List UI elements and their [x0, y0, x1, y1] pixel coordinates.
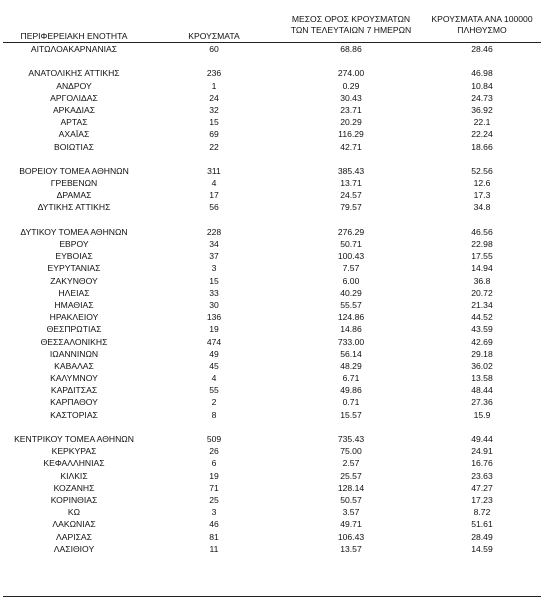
- table-row: [0, 457, 547, 469]
- cell-7day-average: 100.43: [337, 251, 365, 262]
- header-per-100000-line1: ΚΡΟΥΣΜΑΤΑ ΑΝΑ 100000: [431, 14, 533, 24]
- cell-7day-average: 56.14: [340, 348, 362, 359]
- cell-cases: 4: [211, 178, 217, 189]
- cell-per-100000: 47.27: [471, 482, 493, 493]
- cell-7day-average: 23.71: [340, 104, 362, 115]
- cell-region: ΚΕΡΚΥΡΑΣ: [51, 446, 97, 457]
- cell-7day-average: 50.57: [340, 494, 362, 505]
- cell-cases: 136: [206, 312, 222, 323]
- table-row: [0, 116, 547, 128]
- table-row: [0, 396, 547, 408]
- table-row: [0, 482, 547, 494]
- cell-cases: 11: [209, 543, 219, 554]
- cell-per-100000: 24.91: [471, 446, 493, 457]
- cell-region: ΙΩΑΝΝΙΝΩΝ: [49, 348, 99, 359]
- cell-7day-average: 13.57: [340, 543, 362, 554]
- table-spacer-row: [0, 153, 547, 165]
- table-row: [0, 226, 547, 238]
- cell-cases: 30: [209, 299, 219, 310]
- cell-per-100000: 46.56: [471, 226, 493, 237]
- cell-cases: 3: [211, 507, 217, 518]
- table-row: [0, 384, 547, 396]
- cell-region: ΚΑΡΔΙΤΣΑΣ: [50, 385, 98, 396]
- table-row: [0, 238, 547, 250]
- cell-per-100000: 28.49: [471, 531, 493, 542]
- cell-region: ΚΟΖΑΝΗΣ: [53, 482, 95, 493]
- cell-cases: 17: [209, 190, 219, 201]
- cell-region: ΒΟΡΕΙΟΥ ΤΟΜΕΑ ΑΘΗΝΩΝ: [19, 165, 129, 176]
- cell-region: ΔΥΤΙΚΗΣ ΑΤΤΙΚΗΣ: [37, 202, 111, 213]
- cell-7day-average: 276.29: [337, 226, 365, 237]
- cell-per-100000: 22.24: [471, 129, 493, 140]
- cell-7day-average: 49.86: [340, 385, 362, 396]
- cell-7day-average: 274.00: [337, 68, 365, 79]
- table-row: [0, 92, 547, 104]
- cell-cases: 56: [209, 202, 219, 213]
- cell-region: ΑΡΚΑΔΙΑΣ: [52, 104, 96, 115]
- cell-region: ΛΑΣΙΘΙΟΥ: [53, 543, 95, 554]
- cell-cases: 474: [206, 336, 222, 347]
- cell-per-100000: 14.59: [471, 543, 493, 554]
- cell-cases: 25: [209, 494, 219, 505]
- cell-cases: 49: [209, 348, 219, 359]
- cell-region: ΑΡΓΟΛΙΔΑΣ: [50, 92, 98, 103]
- table-row: [0, 287, 547, 299]
- cell-7day-average: 48.29: [340, 360, 362, 371]
- cell-7day-average: 15.57: [340, 409, 362, 420]
- cell-per-100000: 22.98: [471, 239, 493, 249]
- cell-cases: 8: [211, 409, 217, 420]
- cell-7day-average: 7.57: [342, 263, 360, 274]
- cell-per-100000: 10.84: [471, 80, 493, 91]
- cell-region: ΚΑΣΤΟΡΙΑΣ: [50, 409, 98, 420]
- cell-region: ΘΕΣΣΑΛΟΝΙΚΗΣ: [40, 336, 108, 347]
- cell-cases: 81: [209, 531, 219, 542]
- cell-7day-average: 3.57: [342, 507, 360, 518]
- cell-per-100000: 44.52: [471, 312, 493, 323]
- cell-region: ΛΑΚΩΝΙΑΣ: [52, 519, 96, 530]
- table-row: [0, 262, 547, 274]
- table-row: [0, 360, 547, 372]
- cell-per-100000: 48.44: [471, 385, 493, 396]
- cell-7day-average: 68.86: [340, 44, 362, 54]
- table-body: [0, 43, 547, 555]
- cell-per-100000: 14.94: [471, 263, 493, 274]
- cell-per-100000: 21.34: [471, 299, 493, 310]
- header-7day-average: [278, 14, 424, 36]
- cell-cases: 15: [209, 275, 219, 286]
- table-row: [0, 80, 547, 92]
- table-row: [0, 141, 547, 153]
- cell-cases: 71: [209, 482, 219, 493]
- table-row: [0, 494, 547, 506]
- cell-7day-average: 25.57: [340, 470, 362, 481]
- cell-region: ΗΡΑΚΛΕΙΟΥ: [49, 312, 99, 323]
- table-row: [0, 543, 547, 555]
- cell-cases: 32: [209, 104, 219, 115]
- cell-region: ΗΛΕΙΑΣ: [58, 287, 90, 298]
- table-row: [0, 250, 547, 262]
- cell-7day-average: 50.71: [340, 239, 362, 249]
- table-row: [0, 43, 547, 55]
- cell-7day-average: 24.57: [340, 190, 362, 201]
- cell-region: ΖΑΚΥΝΘΟΥ: [50, 275, 98, 286]
- cell-per-100000: 13.58: [471, 373, 493, 384]
- cell-per-100000: 18.66: [471, 141, 493, 152]
- cell-cases: 60: [209, 44, 219, 54]
- cell-7day-average: 20.29: [340, 117, 362, 128]
- cell-region: ΚΩ: [67, 507, 81, 518]
- bottom-rule: [3, 596, 541, 597]
- cell-cases: 19: [209, 470, 219, 481]
- cell-per-100000: 29.18: [471, 348, 493, 359]
- header-7day-average-line2: ΤΩΝ ΤΕΛΕΥΤΑΙΩΝ 7 ΗΜΕΡΩΝ: [290, 25, 412, 35]
- cell-per-100000: 22.1: [473, 117, 491, 128]
- cell-cases: 236: [206, 68, 222, 79]
- cell-per-100000: 20.72: [471, 287, 493, 298]
- cell-region: ΚΑΒΑΛΑΣ: [54, 360, 94, 371]
- cell-per-100000: 51.61: [471, 519, 493, 530]
- cell-cases: 1: [211, 80, 217, 91]
- cell-7day-average: 128.14: [337, 482, 365, 493]
- cell-region: ΓΡΕΒΕΝΩΝ: [50, 178, 98, 189]
- table-row: [0, 299, 547, 311]
- cell-7day-average: 30.43: [340, 92, 362, 103]
- table-row: [0, 348, 547, 360]
- table-row: [0, 372, 547, 384]
- table-row: [0, 311, 547, 323]
- table-row: [0, 506, 547, 518]
- header-per-100000: [418, 14, 546, 36]
- cell-cases: 2: [211, 397, 217, 408]
- cell-region: ΕΒΡΟΥ: [59, 239, 89, 249]
- cell-7day-average: 735.43: [337, 434, 365, 444]
- cell-cases: 22: [209, 141, 219, 152]
- cell-region: ΒΟΙΩΤΙΑΣ: [54, 141, 94, 152]
- cell-cases: 26: [209, 446, 219, 457]
- table-spacer-row: [0, 55, 547, 67]
- cell-region: ΚΕΦΑΛΛΗΝΙΑΣ: [43, 458, 105, 469]
- table-row: [0, 275, 547, 287]
- cell-cases: 24: [209, 92, 219, 103]
- cell-7day-average: 6.71: [342, 373, 360, 384]
- cell-per-100000: 42.69: [471, 336, 493, 347]
- table-spacer-row: [0, 214, 547, 226]
- cell-7day-average: 6.00: [342, 275, 360, 286]
- cell-region: ΕΥΡΥΤΑΝΙΑΣ: [47, 263, 101, 274]
- cell-per-100000: 17.23: [471, 494, 493, 505]
- cell-region: ΑΝΑΤΟΛΙΚΗΣ ΑΤΤΙΚΗΣ: [28, 68, 120, 79]
- cell-7day-average: 106.43: [337, 531, 365, 542]
- cell-cases: 34: [209, 239, 219, 249]
- cell-7day-average: 0.71: [342, 397, 360, 408]
- cell-cases: 311: [207, 165, 221, 176]
- cell-region: ΗΜΑΘΙΑΣ: [54, 299, 94, 310]
- cell-per-100000: 28.46: [471, 44, 493, 54]
- cell-region: ΚΟΡΙΝΘΙΑΣ: [50, 494, 98, 505]
- cell-cases: 4: [211, 373, 217, 384]
- cell-per-100000: 23.63: [471, 470, 493, 481]
- cell-region: ΘΕΣΠΡΩΤΙΑΣ: [46, 324, 102, 335]
- table-row: [0, 323, 547, 335]
- cell-7day-average: 55.57: [340, 299, 362, 310]
- cell-region: ΔΡΑΜΑΣ: [56, 190, 92, 201]
- cell-cases: 33: [209, 287, 219, 298]
- cell-region: ΚΑΡΠΑΘΟΥ: [50, 397, 98, 408]
- table-row: [0, 470, 547, 482]
- cell-per-100000: 12.6: [473, 178, 491, 189]
- cell-per-100000: 43.59: [471, 324, 493, 335]
- header-cases: ΚΡΟΥΣΜΑΤΑ: [188, 31, 240, 41]
- cell-cases: 55: [209, 385, 219, 396]
- cell-7day-average: 42.71: [340, 141, 362, 152]
- cell-cases: 46: [209, 519, 219, 530]
- cell-per-100000: 24.73: [471, 92, 493, 103]
- cell-cases: 45: [209, 360, 219, 371]
- cell-region: ΚΙΛΚΙΣ: [60, 470, 88, 481]
- cell-cases: 37: [209, 251, 219, 262]
- cell-per-100000: 27.36: [471, 397, 493, 408]
- cell-per-100000: 52.56: [471, 165, 493, 176]
- cell-per-100000: 34.8: [473, 202, 491, 213]
- cell-per-100000: 36.92: [471, 104, 493, 115]
- cell-cases: 509: [206, 434, 222, 444]
- cell-per-100000: 36.02: [471, 360, 493, 371]
- cell-per-100000: 16.76: [471, 458, 493, 469]
- cell-7day-average: 385.43: [337, 165, 365, 176]
- cell-7day-average: 14.86: [340, 324, 362, 335]
- table-row: [0, 67, 547, 79]
- cell-region: ΑΧΑΪΑΣ: [58, 129, 90, 140]
- cell-cases: 69: [209, 129, 219, 140]
- cell-cases: 3: [211, 263, 217, 274]
- table-row: [0, 409, 547, 421]
- cell-region: ΛΑΡΙΣΑΣ: [56, 531, 92, 542]
- table-row: [0, 433, 547, 445]
- table-row: [0, 165, 547, 177]
- cell-7day-average: 116.29: [338, 129, 364, 140]
- table-row: [0, 336, 547, 348]
- cell-7day-average: 2.57: [342, 458, 360, 469]
- header-per-100000-line2: ΠΛΗΘΥΣΜΟ: [457, 25, 507, 35]
- cell-per-100000: 8.72: [473, 507, 491, 518]
- cell-7day-average: 13.71: [340, 178, 362, 189]
- cell-region: ΚΑΛΥΜΝΟΥ: [50, 373, 98, 384]
- cell-cases: 15: [209, 117, 219, 128]
- cell-7day-average: 79.57: [340, 202, 362, 213]
- cell-region: ΑΡΤΑΣ: [60, 117, 88, 128]
- cell-7day-average: 49.71: [340, 519, 362, 530]
- table-row: [0, 177, 547, 189]
- table-row: [0, 189, 547, 201]
- cell-7day-average: 40.29: [340, 287, 362, 298]
- cell-cases: 228: [206, 226, 222, 237]
- header-region: ΠΕΡΙΦΕΡΕΙΑΚΗ ΕΝΟΤΗΤΑ: [20, 31, 128, 41]
- cell-per-100000: 46.98: [471, 68, 493, 79]
- table-spacer-row: [0, 421, 547, 433]
- header-7day-average-line1: ΜΕΣΟΣ ΟΡΟΣ ΚΡΟΥΣΜΑΤΩΝ: [291, 14, 411, 24]
- cell-per-100000: 49.44: [471, 434, 493, 444]
- cell-cases: 6: [211, 458, 217, 469]
- cell-region: ΔΥΤΙΚΟΥ ΤΟΜΕΑ ΑΘΗΝΩΝ: [20, 226, 128, 237]
- cell-7day-average: 75.00: [340, 446, 362, 457]
- cell-per-100000: 17.55: [471, 251, 493, 262]
- cell-region: ΑΝΔΡΟΥ: [56, 80, 92, 91]
- cell-region: ΕΥΒΟΙΑΣ: [55, 251, 93, 262]
- cell-7day-average: 124.86: [337, 312, 365, 323]
- cell-cases: 19: [209, 324, 219, 335]
- cell-region: ΚΕΝΤΡΙΚΟΥ ΤΟΜΕΑ ΑΘΗΝΩΝ: [14, 434, 134, 444]
- cell-per-100000: 15.9: [473, 409, 491, 420]
- table-row: [0, 201, 547, 213]
- table-row: [0, 104, 547, 116]
- cell-per-100000: 17.3: [473, 190, 491, 201]
- cell-7day-average: 0.29: [342, 80, 360, 91]
- table-row: [0, 531, 547, 543]
- cell-region: ΑΙΤΩΛΟΑΚΑΡΝΑΝΙΑΣ: [30, 44, 118, 54]
- table-row: [0, 445, 547, 457]
- table-row: [0, 518, 547, 530]
- cell-7day-average: 733.00: [337, 336, 365, 347]
- cell-per-100000: 36.8: [473, 275, 491, 286]
- table-row: [0, 128, 547, 140]
